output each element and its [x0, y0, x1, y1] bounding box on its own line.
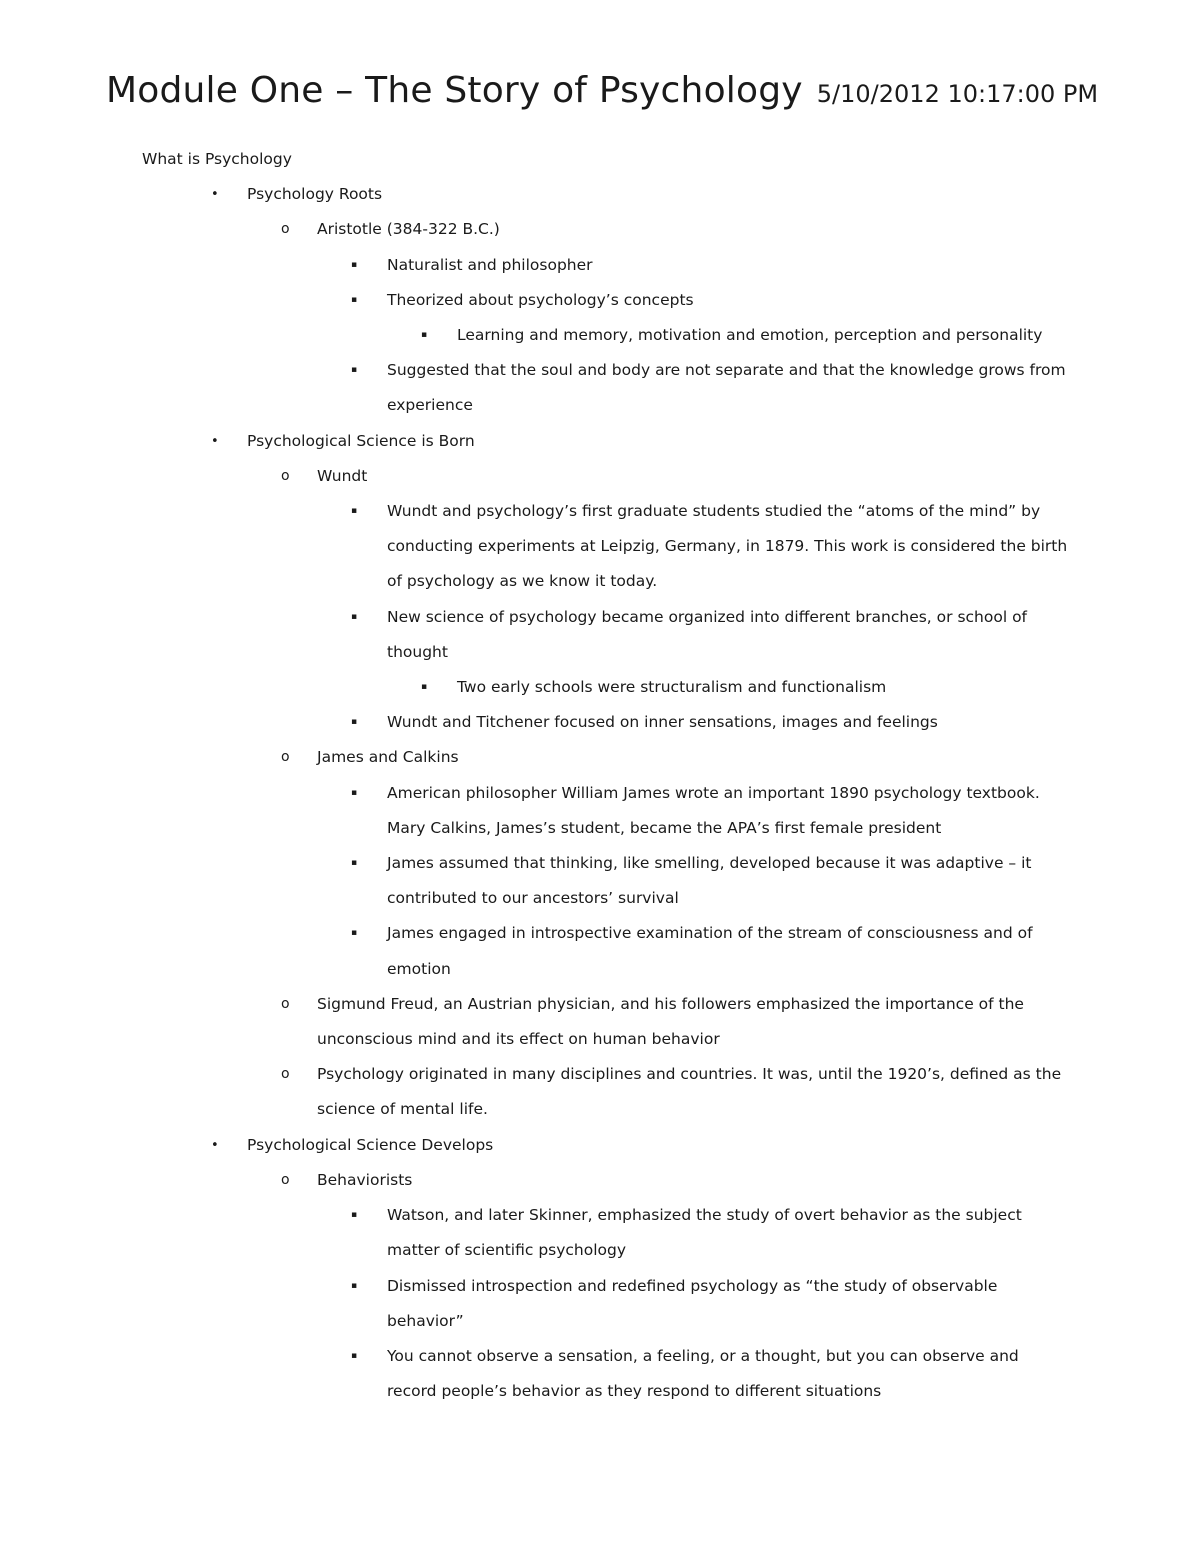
document-body	[142, 142, 1072, 1409]
list-item-text: Naturalist and philosopher	[387, 255, 593, 274]
list-item	[351, 846, 1072, 916]
bullet-marker: ▪	[351, 1210, 358, 1221]
list-item	[281, 1163, 1072, 1409]
list-item	[281, 212, 1072, 423]
outline-level-3	[317, 1198, 1072, 1409]
list-item-text: Theorized about psychology’s concepts	[387, 290, 694, 309]
list-item-text: Behaviorists	[317, 1170, 413, 1189]
list-item	[281, 740, 1072, 986]
document-header	[106, 70, 1098, 111]
outline-level-2	[247, 459, 1072, 1128]
list-item	[351, 1198, 1072, 1268]
list-item-text: Learning and memory, motivation and emotion, perception and personality	[457, 326, 1043, 345]
outline-level-2	[247, 212, 1072, 423]
list-item	[211, 1128, 1072, 1410]
list-item-text: Psychology Roots	[247, 185, 383, 204]
list-item	[281, 987, 1072, 1057]
list-item	[351, 248, 1072, 283]
bullet-marker: ▪	[351, 928, 358, 939]
list-item-text: American philosopher William James wrote an important 1890 psychology textbook. Mary Calkins, James’s student, became the APA’s first female president	[387, 783, 1040, 837]
section-heading: What is Psychology	[142, 150, 292, 168]
bullet-marker: o	[281, 1066, 290, 1083]
list-item-text: You cannot observe a sensation, a feeling, or a thought, but you can observe and record people’s behavior as they respond to different situations	[387, 1346, 1019, 1401]
list-item	[351, 600, 1072, 706]
list-item	[351, 916, 1072, 986]
list-item	[281, 1057, 1072, 1127]
outline-level-3	[317, 248, 1072, 424]
list-item-text: Psychological Science Develops	[247, 1135, 494, 1154]
list-item-text: James and Calkins	[317, 748, 459, 767]
outline-level-2	[247, 1163, 1072, 1409]
list-item	[421, 318, 1072, 353]
outline	[142, 177, 1072, 1409]
list-item-text: Watson, and later Skinner, emphasized the study of overt behavior as the subject matter of scientific psychology	[387, 1206, 1022, 1260]
bullet-marker: ▪	[421, 682, 428, 693]
bullet-marker: o	[281, 995, 290, 1012]
list-item-text: Wundt	[317, 466, 368, 485]
list-item-text: Aristotle (384-322 B.C.)	[317, 220, 500, 239]
list-item	[421, 670, 1072, 705]
bullet-marker: ▪	[351, 787, 358, 798]
list-item	[351, 353, 1072, 423]
list-item	[211, 424, 1072, 1128]
bullet-marker: •	[211, 187, 219, 203]
list-item	[351, 1269, 1072, 1339]
bullet-marker: ▪	[351, 717, 358, 728]
bullet-marker: ▪	[351, 1280, 358, 1291]
document-timestamp: 5/10/2012 10:17:00 PM	[816, 80, 1099, 108]
bullet-marker: ▪	[421, 330, 428, 341]
document-title: Module One – The Story of Psychology	[106, 70, 803, 111]
list-item	[351, 1339, 1072, 1409]
list-item-text: Wundt and Titchener focused on inner sensations, images and feelings	[387, 713, 938, 732]
list-item	[351, 776, 1072, 846]
bullet-marker: ▪	[351, 1350, 358, 1361]
bullet-marker: ▪	[351, 858, 358, 869]
bullet-marker: o	[281, 467, 290, 484]
list-item-text: Psychology originated in many disciplines and countries. It was, until the 1920’s, defined as the science of mental life.	[317, 1065, 1062, 1119]
list-item-text: Wundt and psychology’s first graduate students studied the “atoms of the mind” by conducting experiments at Leipzig, Germany, in 1879. This work is considered the birth of psychology as we know it today.	[387, 502, 1068, 591]
bullet-marker: ▪	[351, 365, 358, 376]
list-item	[281, 459, 1072, 741]
outline-level-3	[317, 494, 1072, 740]
outline-level-4	[387, 318, 1072, 353]
list-item-text: James engaged in introspective examination of the stream of consciousness and of emotion	[387, 924, 1033, 978]
outline-level-3	[317, 776, 1072, 987]
bullet-marker: ▪	[351, 611, 358, 622]
bullet-marker: •	[211, 433, 219, 449]
bullet-marker: ▪	[351, 294, 358, 305]
list-item-text: New science of psychology became organized into different branches, or school of thought	[387, 607, 1028, 661]
bullet-marker: o	[281, 749, 290, 766]
list-item	[211, 177, 1072, 423]
list-item-text: Dismissed introspection and redefined psychology as “the study of observable behavior”	[387, 1276, 998, 1330]
list-item	[351, 705, 1072, 740]
list-item-text: Two early schools were structuralism and functionalism	[457, 678, 887, 697]
bullet-marker: •	[211, 1137, 219, 1153]
list-item	[351, 494, 1072, 600]
list-item-text: Sigmund Freud, an Austrian physician, and his followers emphasized the importance of the unconscious mind and its effect on human behavior	[317, 994, 1024, 1049]
outline-level-4	[387, 670, 1072, 705]
bullet-marker: ▪	[351, 506, 358, 517]
bullet-marker: o	[281, 221, 290, 238]
list-item	[351, 283, 1072, 353]
list-item-text: James assumed that thinking, like smelling, developed because it was adaptive – it contributed to our ancestors’ survival	[387, 854, 1032, 908]
list-item-text: Psychological Science is Born	[247, 431, 475, 450]
bullet-marker: ▪	[351, 259, 358, 270]
bullet-marker: o	[281, 1171, 290, 1188]
list-item-text: Suggested that the soul and body are not separate and that the knowledge grows from experience	[387, 361, 1066, 415]
outline-level-1	[142, 177, 1072, 1409]
